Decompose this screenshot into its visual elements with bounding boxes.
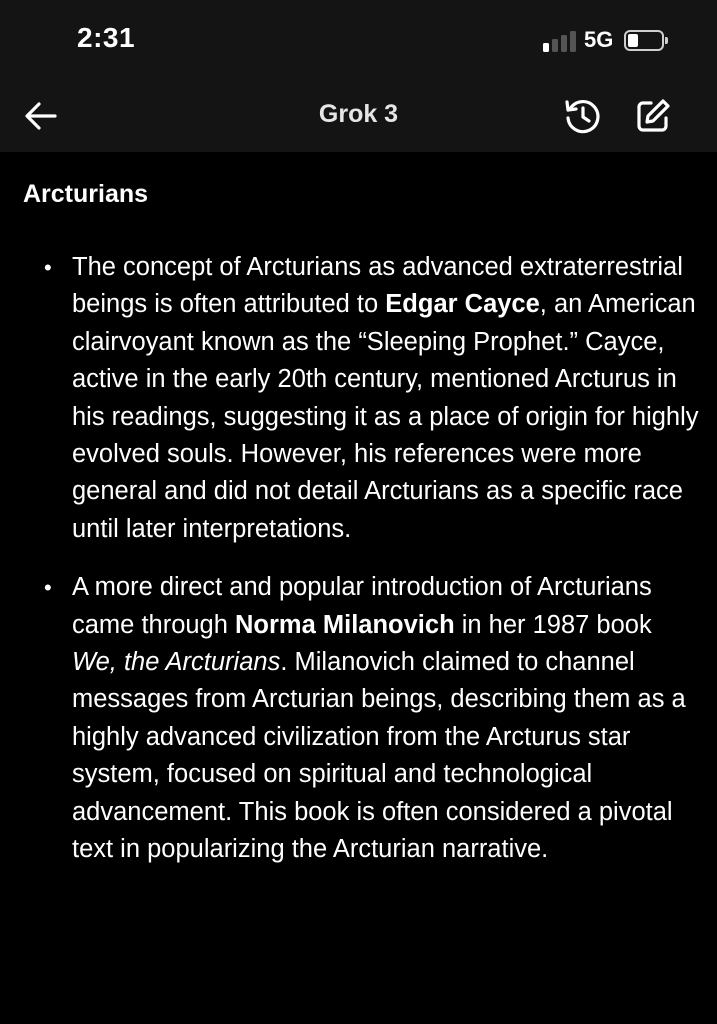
network-type: 5G [584,27,614,52]
battery-icon [624,30,664,51]
bullet-list [0,249,717,869]
history-icon [563,97,601,135]
list-item [0,249,717,548]
bullet-icon: • [44,255,52,280]
bullet-icon: • [44,575,52,601]
bullet-text: . Milanovich claimed to channel messages from Arcturian beings, describing them as a highly advanced civilization from the Arcturus star system, focused on spiritual and technological advancement. This book is often considered a pivotal text in popularizing the Arcturian narrative. [72,648,686,864]
list-item [0,569,717,868]
bullet-text: The concept of Arcturians as advanced extraterrestrial beings is often attributed to [72,253,683,319]
bullet-text: in her 1987 book [454,610,652,639]
book-title: We, the Arcturians [72,648,281,677]
battery-level [628,34,638,47]
cellular-signal-icon [543,30,577,52]
section-heading: Arcturians [23,180,149,208]
status-time: 2:31 [77,22,136,53]
history-button[interactable] [563,97,601,135]
bullet-text: , an American clairvoyant known as the “Sleeping Prophet.” Cayce, active in the early 20th century, mentioned Arcturus in his readings, suggesting it as a place of origin for highly evolved souls. However, his references were more general and did not detail Arcturians as a specific race until later interpretations. [72,290,699,543]
bullet-text: A more direct and popular introduction of Arcturians came through [72,573,652,639]
message-content [0,152,717,1024]
bold-name: Edgar Cayce [385,290,540,319]
new-chat-button[interactable] [634,97,672,135]
bold-name: Norma Milanovich [235,610,455,639]
page-title: Grok 3 [318,100,399,128]
edit-icon [634,97,672,135]
top-bar [0,0,717,152]
